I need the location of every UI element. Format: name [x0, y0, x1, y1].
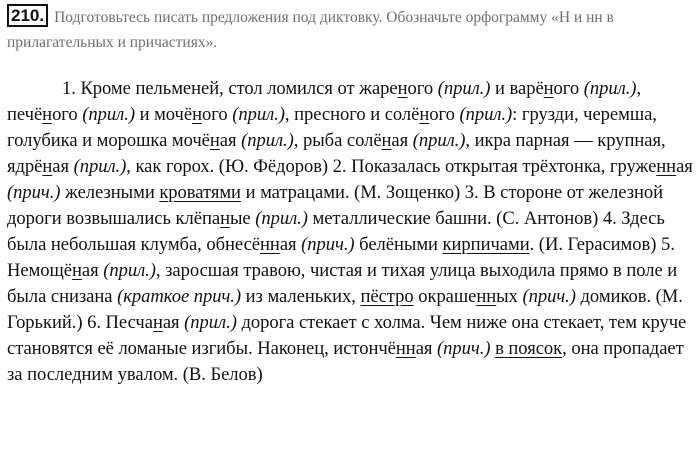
text-fragment: ая — [219, 130, 242, 151]
underlined-word: кирпичами — [442, 234, 530, 255]
text-fragment: ая — [415, 338, 438, 359]
text-fragment: ого — [52, 104, 83, 125]
text-fragment: металлические башни. (С. Антонов) 4. Здесь была небольшая клумба, обнесё — [7, 208, 665, 255]
underlined-word: кроватями — [159, 182, 241, 203]
part-of-speech-note: (прил.) — [73, 156, 127, 177]
text-fragment: : грузди, черемша, голубика и морошка мочё — [7, 104, 657, 151]
text-fragment: . (И. Герасимов) 5. Немощё — [7, 234, 675, 281]
text-fragment: ая — [81, 260, 104, 281]
suffix-n: н — [543, 78, 554, 99]
text-fragment: ая — [279, 234, 302, 255]
task-header — [7, 4, 695, 55]
text-fragment: ая — [391, 130, 413, 151]
text-fragment: железными — [60, 182, 160, 203]
part-of-speech-note: (прил.) — [232, 104, 285, 125]
part-of-speech-note: (прич.) — [7, 182, 61, 203]
text-fragment: , рыба солё — [293, 130, 382, 151]
text-fragment: окраше — [413, 286, 477, 307]
part-of-speech-note: (прил.) — [184, 312, 237, 333]
text-fragment: 1. Кроме пельменей, стол ломился от жаре — [62, 78, 398, 99]
suffix-nn: нн — [656, 156, 677, 177]
text-fragment: и варё — [490, 78, 544, 99]
part-of-speech-note: (прил.) — [241, 130, 294, 151]
suffix-n: н — [72, 260, 82, 281]
part-of-speech-note: (прич.) — [301, 234, 355, 255]
part-of-speech-note: (прил.) — [437, 78, 491, 99]
suffix-n: н — [397, 78, 408, 99]
suffix-n: н — [152, 312, 163, 333]
suffix-n: н — [42, 104, 53, 125]
part-of-speech-note: (прил.) — [103, 260, 156, 281]
text-fragment: ая — [52, 156, 74, 177]
part-of-speech-note: (прич.) — [522, 286, 576, 307]
text-fragment: , икра парная — крупная, ядрё — [7, 130, 666, 177]
text-fragment: и мочё — [134, 104, 193, 125]
text-fragment: ого — [201, 104, 233, 125]
suffix-n: н — [381, 130, 392, 151]
text-fragment: ые — [229, 208, 256, 229]
part-of-speech-note: (прил.) — [583, 78, 637, 99]
suffix-nn: нн — [260, 234, 280, 255]
text-fragment: , она пропадает за последним увалом. (В. Белов) — [7, 338, 684, 385]
suffix-n: н — [192, 104, 202, 125]
suffix-nn: нн — [476, 286, 497, 307]
text-fragment: белёными — [354, 234, 443, 255]
task-instruction: Подготовьтесь писать предложения под диктовку. Обозначьте орфограмму «Н и нн в прилагательных и причастиях». — [7, 9, 614, 51]
part-of-speech-note: (прич.) — [437, 338, 491, 359]
suffix-n: н — [220, 208, 230, 229]
text-fragment: ая — [162, 312, 185, 333]
suffix-n: н — [209, 130, 220, 151]
part-of-speech-note: (прил.) — [82, 104, 135, 125]
part-of-speech-note: (прил.) — [255, 208, 308, 229]
suffix-n: н — [419, 104, 430, 125]
text-fragment: ых — [496, 286, 523, 307]
exercise-text — [7, 76, 697, 388]
text-fragment: из маленьких, — [241, 286, 361, 307]
text-fragment: , как горох. (Ю. Фёдоров) 2. Показалась открытая трёхтонка, груже — [126, 156, 657, 177]
part-of-speech-note: (прил.) — [412, 130, 466, 151]
text-fragment: домиков. (М. Горький.) 6. Песча — [7, 286, 683, 333]
text-fragment: , пресного и солё — [284, 104, 420, 125]
task-number: 210. — [7, 4, 48, 27]
text-fragment: и матрацами. (М. Зощенко) 3. В стороне от железной дороги возвышались клёпа — [7, 182, 664, 229]
underlined-word: пёстро — [360, 286, 414, 307]
text-fragment: ого — [407, 78, 438, 99]
text-fragment: ая — [676, 156, 693, 177]
part-of-speech-note: (прил.) — [459, 104, 513, 125]
underlined-word: в поясок — [495, 338, 563, 359]
text-fragment: ого — [553, 78, 584, 99]
suffix-nn: нн — [395, 338, 416, 359]
suffix-n: н — [42, 156, 53, 177]
part-of-speech-note: (краткое прич.) — [117, 286, 242, 307]
text-fragment: дорога стекает с холма. Чем ниже она стекает, тем круче становятся её ломаные изгибы. Наконец, истончё — [7, 312, 687, 359]
text-fragment: , заросшая травою, чистая и тихая улица выходила прямо в поле и была снизана — [7, 260, 678, 307]
text-fragment: , печё — [7, 78, 642, 125]
text-fragment: ого — [429, 104, 460, 125]
